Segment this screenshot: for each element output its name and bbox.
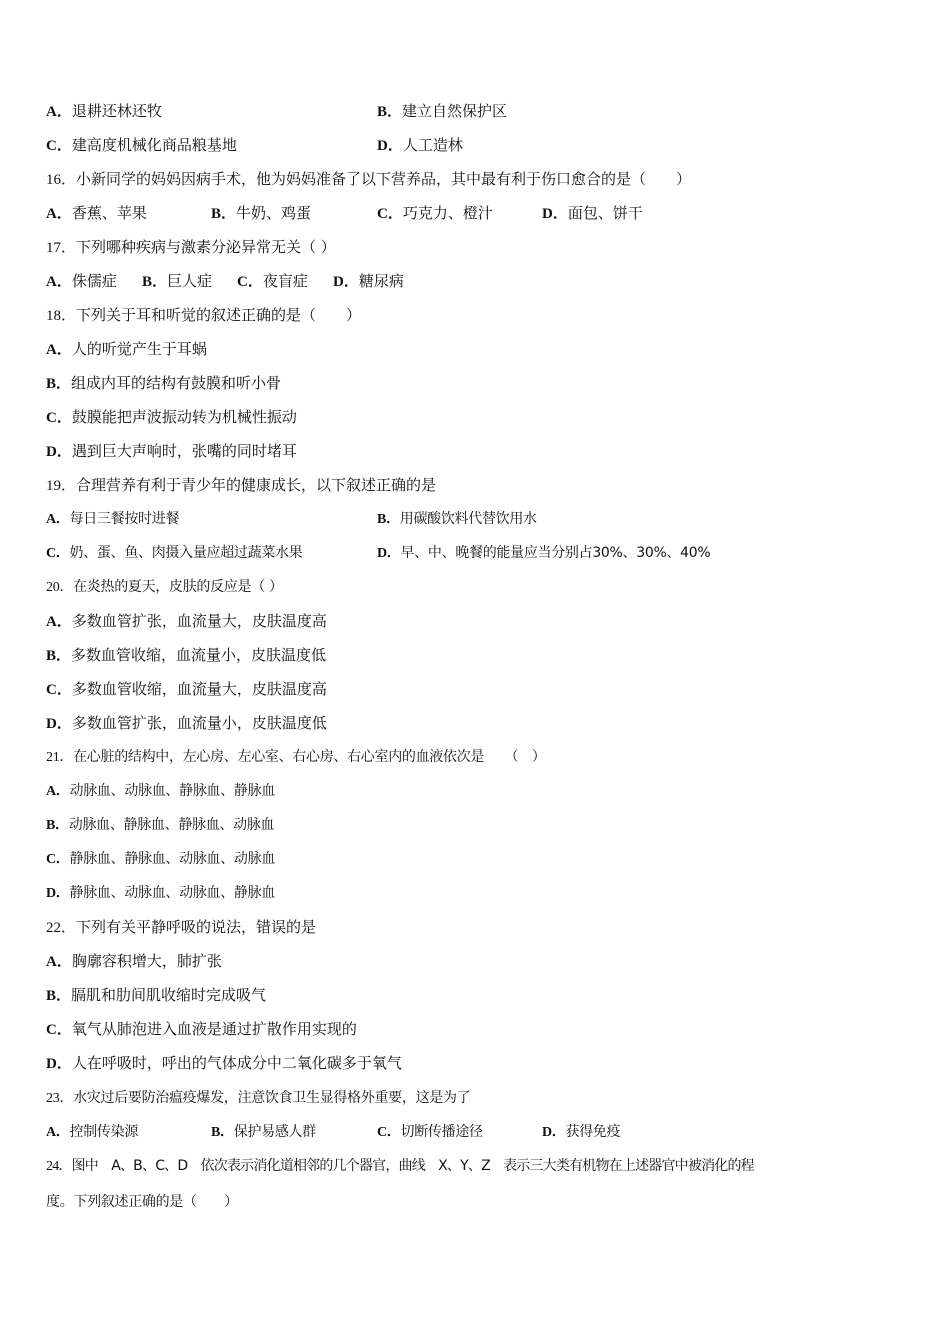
q18-option-c: C．鼓膜能把声波振动转为机械性振动 <box>46 408 297 426</box>
q16-option-c: C．巧克力、橙汁 <box>377 204 493 222</box>
question-16-stem: 16．小新同学的妈妈因病手术，他为妈妈准备了以下营养品，其中最有利于伤口愈合的是（ ） <box>46 170 692 188</box>
q16-option-d: D．面包、饼干 <box>542 204 643 222</box>
q23-option-c: C．切断传播途径 <box>377 1124 483 1140</box>
q23-option-d: D．获得免疫 <box>542 1124 621 1140</box>
q18-option-b: B．组成内耳的结构有鼓膜和听小骨 <box>46 374 282 392</box>
question-21-stem: 21．在心脏的结构中，左心房、左心室、右心房、右心室内的血液依次是 （ ） <box>46 749 546 765</box>
q20-option-b: B．多数血管收缩，血流量小，皮肤温度低 <box>46 646 327 664</box>
question-24-stem-line-2: 度。下列叙述正确的是（ ） <box>46 1194 238 1210</box>
question-19-stem: 19．合理营养有利于青少年的健康成长，以下叙述正确的是 <box>46 476 437 494</box>
q21-option-a: A．动脉血、动脉血、静脉血、静脉血 <box>46 783 276 799</box>
question-20-stem: 20．在炎热的夏天，皮肤的反应是（ ） <box>46 579 283 595</box>
q22-option-d: D．人在呼吸时，呼出的气体成分中二氧化碳多于氧气 <box>46 1054 402 1072</box>
q22-option-a: A．胸廓容积增大，肺扩张 <box>46 952 222 970</box>
q21-option-b: B．动脉血、静脉血、静脉血、动脉血 <box>46 817 275 833</box>
q23-option-b: B．保护易感人群 <box>211 1124 316 1140</box>
q17-option-d: D．糖尿病 <box>333 272 404 290</box>
q22-option-b: B．膈肌和肋间肌收缩时完成吸气 <box>46 986 267 1004</box>
q19-option-a: A．每日三餐按时进餐 <box>46 511 180 527</box>
q22-option-c: C．氧气从肺泡进入血液是通过扩散作用实现的 <box>46 1020 357 1038</box>
q16-option-b: B．牛奶、鸡蛋 <box>211 204 312 222</box>
q18-option-d: D．遇到巨大声响时，张嘴的同时堵耳 <box>46 442 297 460</box>
q16-option-a: A．香蕉、苹果 <box>46 204 147 222</box>
q21-option-c: C．静脉血、静脉血、动脉血、动脉血 <box>46 851 276 867</box>
q19-option-b: B．用碳酸饮料代替饮用水 <box>377 511 537 527</box>
q15-option-d: D．人工造林 <box>377 136 463 154</box>
q20-option-d: D．多数血管扩张，血流量小，皮肤温度低 <box>46 714 327 732</box>
question-18-stem: 18．下列关于耳和听觉的叙述正确的是（ ） <box>46 306 362 324</box>
q15-option-c: C．建高度机械化商品粮基地 <box>46 136 237 154</box>
question-22-stem: 22．下列有关平静呼吸的说法，错误的是 <box>46 918 317 936</box>
q15-option-a: A．退耕还林还牧 <box>46 102 162 120</box>
q19-option-d: D．早、中、晚餐的能量应当分别占30%、30%、40% <box>377 545 711 561</box>
question-17-stem: 17．下列哪种疾病与激素分泌异常无关（ ） <box>46 238 336 256</box>
q21-option-d: D．静脉血、动脉血、动脉血、静脉血 <box>46 885 276 901</box>
q23-option-a: A．控制传染源 <box>46 1124 139 1140</box>
q20-option-a: A．多数血管扩张，血流量大，皮肤温度高 <box>46 612 327 630</box>
question-24-stem-line-1: 24．图中 A、B、C、D 依次表示消化道相邻的几个器官，曲线 X、Y、Z 表示三大类有机物在上述器官中被消化的程 <box>46 1158 754 1174</box>
q18-option-a: A．人的听觉产生于耳蜗 <box>46 340 207 358</box>
q17-option-b: B．巨人症 <box>142 272 213 290</box>
q19-option-c: C．奶、蛋、鱼、肉摄入量应超过蔬菜水果 <box>46 545 303 561</box>
q17-option-c: C．夜盲症 <box>237 272 308 290</box>
q17-option-a: A．侏儒症 <box>46 272 117 290</box>
q20-option-c: C．多数血管收缩，血流量大，皮肤温度高 <box>46 680 327 698</box>
q15-option-b: B．建立自然保护区 <box>377 102 508 120</box>
question-23-stem: 23．水灾过后要防治瘟疫爆发，注意饮食卫生显得格外重要，这是为了 <box>46 1090 471 1106</box>
